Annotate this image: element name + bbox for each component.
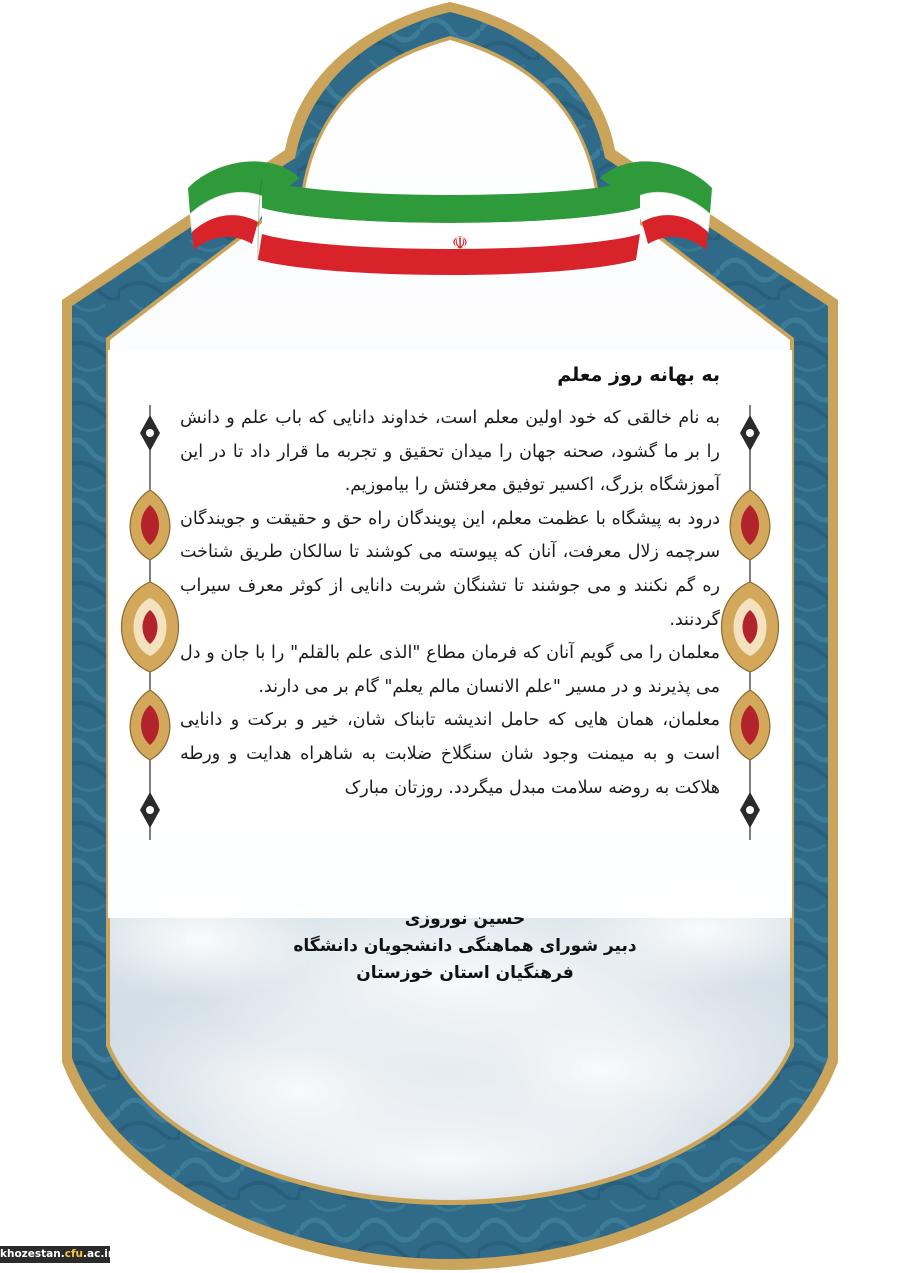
- signature-name: حسین نوروزی: [404, 909, 526, 929]
- paragraph: درود به پیشگاه با عظمت معلم، این پویندگان راه حق و حقیقت و جویندگان سرچمه زلال معرفت، آنان که پیوسته می کوشند تا سالکان طریق شناخت ره گم نکنند و می جوشند تا تشنگان شربت دانایی از کوثر معرف سیراب گردنند.: [180, 508, 720, 630]
- paragraph: به نام خالقی که خود اولین معلم است، خداوند دانایی که باب علم و دانش را بر ما گشود، صحنه جهان را میدان تحقیق و تجربه ما قرار داد تا در این آموزشگاه بزرگ، اکسیر توفیق معرفتش را بیاموزیم.: [180, 408, 720, 496]
- signature-title: دبیر شورای هماهنگی دانشجویان دانشگاه: [293, 936, 637, 956]
- emblem-icon: ☫: [451, 233, 469, 254]
- signature-block: [250, 906, 680, 987]
- signature-organization: فرهنگیان استان خوزستان: [356, 963, 574, 983]
- paragraph: معلمان، همان هایی که حامل اندیشه تابناک شان، خیر و برکت و دانایی است و به میمنت وجود شان سنگلاخ ضلابت به شاهراه هدایت و ورطه هلاکت به روضه سلامت مبدل میگردد. روزتان مبارک: [180, 710, 720, 798]
- paragraph: معلمان را می گویم آنان که فرمان مطاع "الذی علم بالقلم" را با جان و دل می پذیرند و در مسیر "علم الانسان مالم یعلم" گام بر می دارند.: [180, 643, 720, 697]
- poster-body: [180, 402, 720, 805]
- poster-title: به بهانه روز معلم: [557, 364, 720, 386]
- website-watermark: khozestan.cfu.ac.ir: [0, 1246, 110, 1263]
